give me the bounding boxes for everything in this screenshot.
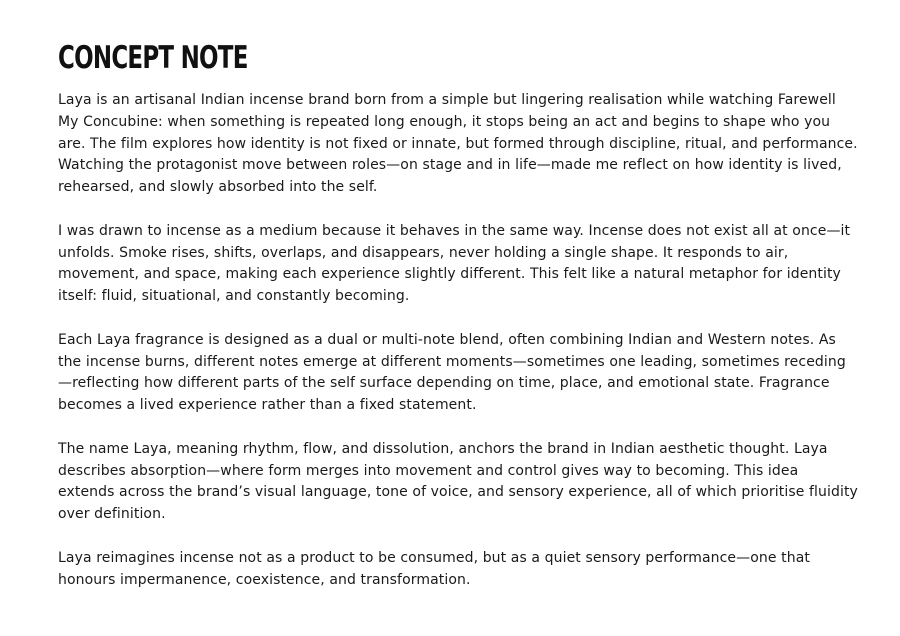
page-title: CONCEPT NOTE	[58, 39, 248, 76]
paragraph-origin: Laya is an artisanal Indian incense brand born from a simple but lingering realisation while watching Farewell My Concubine: when something is repeated long enough, it stops being an act and begins to shape who you are. The film explores how identity is not fixed or innate, but formed through discipline, ritual, and performance. Watching the protagonist move between roles—on stage and in life—made me reflect on how identity is lived, rehearsed, and slowly absorbed into the self.	[58, 92, 858, 196]
paragraph-fragrance: Each Laya fragrance is designed as a dual or multi-note blend, often combining Indian and Western notes. As the incense burns, different notes emerge at different moments—sometimes one leading, sometimes receding—reflecting how different parts of the self surface depending on time, place, and emotional state. Fragrance becomes a lived experience rather than a fixed statement.	[58, 331, 846, 414]
body-text	[58, 90, 858, 591]
paragraph-name: The name Laya, meaning rhythm, flow, and dissolution, anchors the brand in Indian aesthetic thought. Laya describes absorption—where form merges into movement and control gives way to becoming. This idea extends across the brand’s visual language, tone of voice, and sensory experience, all of which prioritise fluidity over definition.	[58, 440, 858, 523]
concept-note-page	[58, 38, 858, 613]
paragraph-closing: Laya reimagines incense not as a product to be consumed, but as a quiet sensory performance—one that honours impermanence, coexistence, and transformation.	[58, 549, 810, 588]
paragraph-medium: I was drawn to incense as a medium because it behaves in the same way. Incense does not exist all at once—it unfolds. Smoke rises, shifts, overlaps, and disappears, never holding a single shape. It responds to air, movement, and space, making each experience slightly different. This felt like a natural metaphor for identity itself: fluid, situational, and constantly becoming.	[58, 222, 851, 305]
